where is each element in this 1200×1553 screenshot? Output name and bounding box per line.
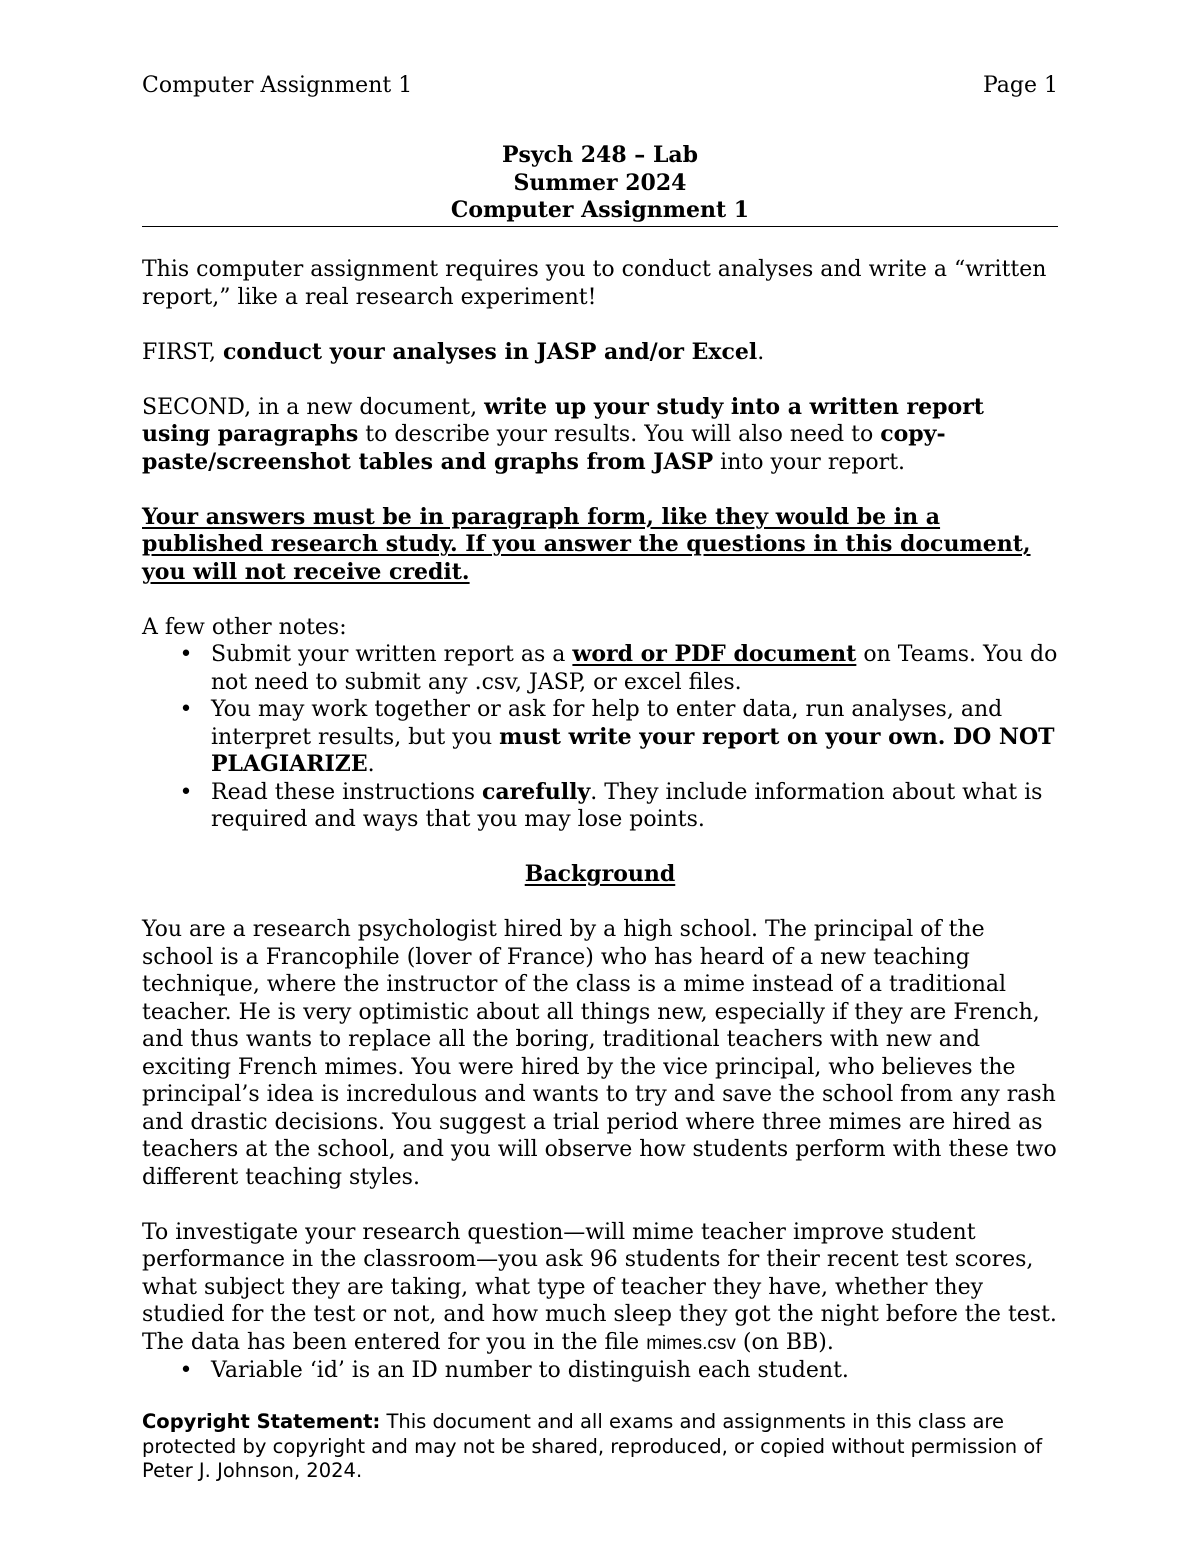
note-collab-bold: must write your report on your own. DO NOT PLAGIARIZE — [211, 723, 1055, 777]
background-heading: Background — [524, 861, 676, 887]
page-header — [142, 72, 1058, 100]
notes-list — [142, 641, 1058, 834]
second-step-bold-1: write up your study into a written report using paragraphs — [142, 393, 984, 447]
copyright-label: Copyright Statement: — [142, 1410, 381, 1433]
note-item-read-carefully — [142, 779, 1058, 834]
note-item-submit — [142, 641, 1058, 696]
copyright-text: This document and all exams and assignments in this class are protected by copyright and may not be shared, reproduced, or copied without permission of Peter J. Johnson, 2024. — [142, 1410, 1043, 1482]
note-collab-prefix: You may work together or ask for help to enter data, run analyses, and interpret results, but you — [211, 697, 1003, 750]
background-paragraph: You are a research psychologist hired by a high school. The principal of the school is a Francophile (lover of France) who has heard of a new teaching technique, where the instructor of the class is a mime instead of a traditional teacher. He is very optimistic about all things new, especially if they are French, and thus wants to replace all the boring, traditional teachers with new and exciting French mimes. You were hired by the vice principal, who believes the principal’s idea is incredulous and wants to try and save the school from any rash and drastic decisions. You suggest a trial period where three mimes are hired as teachers at the school, and you will observe how students perform with these two different teaching styles. — [142, 917, 1057, 1190]
note-submit-prefix: Submit your written report as a — [211, 642, 573, 667]
bullet-icon: • — [179, 697, 193, 722]
title-block — [142, 142, 1058, 227]
first-step-prefix: FIRST, — [142, 339, 224, 365]
term-title: Summer 2024 — [513, 169, 687, 196]
first-step-suffix: . — [757, 339, 765, 365]
note-collab-suffix: . — [367, 752, 375, 777]
bullet-icon: • — [179, 779, 193, 805]
first-step-paragraph — [142, 339, 1058, 367]
variable-item-id — [142, 1357, 1058, 1385]
document-body — [142, 256, 1058, 1385]
research-question-text: To investigate your research question—will mime teacher improve student performance in the classroom—you ask 96 students for their recent test scores, what subject they are taking, what type of teacher they have, whether they studied for the test or not, and how much sleep they got the night before the test. The data has been entered for you in the file — [142, 1219, 1057, 1355]
intro-paragraph: This computer assignment requires you to conduct analyses and write a “written report,” like a real research experiment! — [142, 257, 1047, 310]
second-step-suffix: into your report. — [713, 449, 906, 475]
paragraph-form-warning: Your answers must be in paragraph form, like they would be in a published research study. If you answer the questions in this document, you will not receive credit. — [142, 503, 1031, 585]
variable-id-text: Variable ‘id’ is an ID number to distinguish each student. — [211, 1358, 849, 1383]
bullet-icon: • — [179, 1358, 193, 1383]
research-question-suffix: (on BB). — [735, 1329, 834, 1355]
header-title: Computer Assignment 1 — [142, 73, 413, 98]
background-heading-line — [142, 861, 1058, 889]
second-step-paragraph — [142, 394, 1058, 477]
assignment-title: Computer Assignment 1 — [450, 197, 750, 223]
note-submit-format: word or PDF document — [572, 641, 857, 667]
second-step-mid: to describe your results. You will also need to — [358, 422, 881, 447]
notes-label: A few other notes: — [142, 614, 347, 640]
first-step-bold: conduct your analyses in JASP and/or Excel — [223, 338, 758, 365]
course-title: Psych 248 – Lab — [501, 142, 699, 168]
research-question-paragraph — [142, 1219, 1058, 1358]
note-item-collaboration — [142, 696, 1058, 779]
note-submit-suffix: on Teams. You do not need to submit any .csv, JASP, or excel files. — [211, 642, 1058, 695]
note-read-bold: carefully — [482, 778, 591, 805]
data-file-name: mimes.csv — [646, 1332, 736, 1354]
note-read-suffix: . They include information about what is required and ways that you may lose points. — [211, 779, 1043, 832]
page-number: Page 1 — [982, 73, 1058, 98]
copyright-statement — [142, 1410, 1072, 1484]
variables-list — [142, 1357, 1058, 1385]
note-read-prefix: Read these instructions — [211, 779, 483, 805]
second-step-prefix: SECOND, in a new document, — [142, 394, 485, 420]
second-step-bold-2: copy-paste/screenshot tables and graphs from JASP — [142, 421, 946, 475]
bullet-icon: • — [179, 642, 193, 667]
